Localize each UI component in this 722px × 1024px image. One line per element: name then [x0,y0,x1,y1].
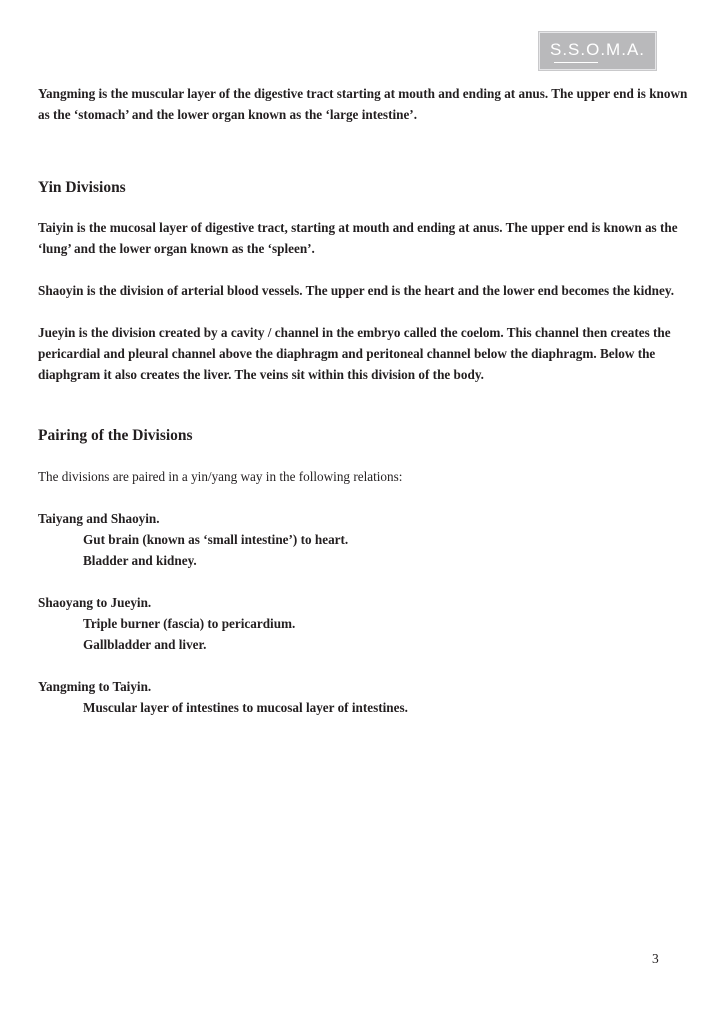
pairing-intro: The divisions are paired in a yin/yang way in the following relations: [38,469,403,484]
pair-item: Bladder and kidney. [83,553,197,568]
logo-underline [554,62,598,63]
heading-yin-divisions: Yin Divisions [38,179,126,196]
paragraph-jueyin: Jueyin is the division created by a cavity / channel in the embryo called the coelom. This channel then creates the pericardial and pleural channel above the diaphragm and peritoneal channel below the diaphragm. Below the diaphgram it also creates the liver. The veins sit within this division of the body. [38,325,671,382]
pair-item: Gallbladder and liver. [83,637,207,652]
ssoma-logo [539,32,656,70]
pair-title: Taiyang and Shaoyin. [38,511,160,526]
pair-item: Triple burner (fascia) to pericardium. [83,616,296,631]
pair-group [38,508,688,571]
paragraph-shaoyin: Shaoyin is the division of arterial blood vessels. The upper end is the heart and the lower end becomes the kidney. [38,283,674,298]
heading-pairing: Pairing of the Divisions [38,427,193,444]
paragraph-yangming: Yangming is the muscular layer of the digestive tract starting at mouth and ending at anus. The upper end is known as the ‘stomach’ and the lower organ known as the ‘large intestine’. [38,86,688,122]
pair-item: Muscular layer of intestines to mucosal layer of intestines. [83,700,408,715]
pair-title: Shaoyang to Jueyin. [38,595,152,610]
page-number: 3 [652,951,659,966]
paragraph-taiyin: Taiyin is the mucosal layer of digestive tract, starting at mouth and ending at anus. The upper end is known as the ‘lung’ and the lower organ known as the ‘spleen’. [38,220,678,256]
pair-group [38,592,688,655]
page-content [38,83,688,718]
pair-item: Gut brain (known as ‘small intestine’) to heart. [83,532,349,547]
pair-group [38,676,688,718]
pair-title: Yangming to Taiyin. [38,679,152,694]
logo-text: S.S.O.M.A. [549,40,646,59]
